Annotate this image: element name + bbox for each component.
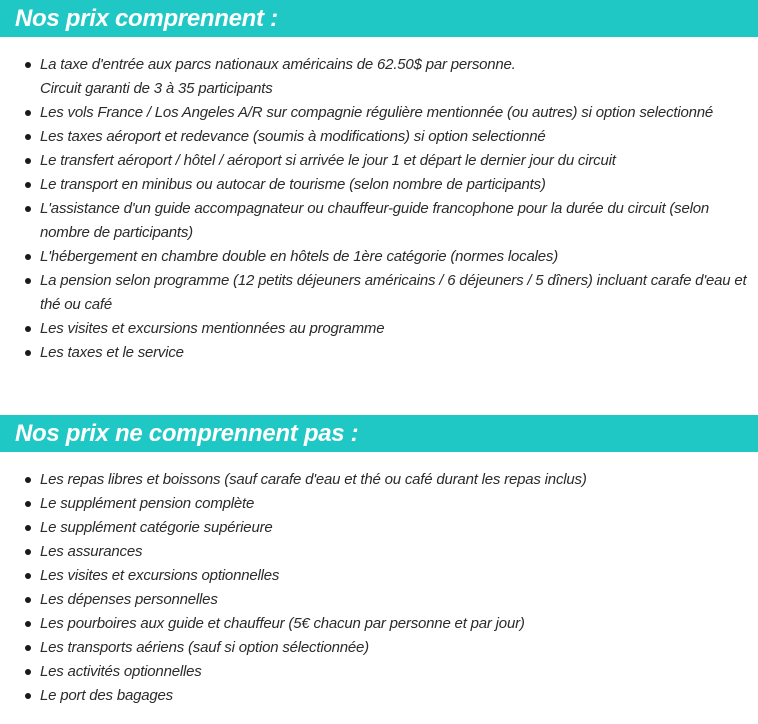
list-item-text: Les taxes et le service xyxy=(40,344,184,361)
list-item xyxy=(0,564,758,588)
list-item xyxy=(0,197,758,245)
excluded-section-title: Nos prix ne comprennent pas : xyxy=(0,415,758,452)
list-item-subline: Circuit garanti de 3 à 35 participants xyxy=(40,80,273,97)
list-item-text: Le transfert aéroport / hôtel / aéroport si arrivée le jour 1 et départ le dernier jour du circuit xyxy=(40,152,616,169)
excluded-list xyxy=(0,468,758,708)
list-item-text: Le supplément pension complète xyxy=(40,495,255,512)
bullet-icon xyxy=(25,597,31,603)
list-item-text: Les assurances xyxy=(40,543,143,560)
list-item xyxy=(0,173,758,197)
list-item-text: L'assistance d'un guide accompagnateur ou chauffeur-guide francophone pour la durée du circuit (selon nombre de participants) xyxy=(40,200,710,241)
bullet-icon xyxy=(25,525,31,531)
included-section-title: Nos prix comprennent : xyxy=(0,0,758,37)
bullet-icon xyxy=(25,549,31,555)
list-item-text: Les visites et excursions mentionnées au programme xyxy=(40,320,385,337)
list-item xyxy=(0,612,758,636)
bullet-icon xyxy=(25,134,31,140)
list-item xyxy=(0,341,758,365)
list-item-text: Les visites et excursions optionnelles xyxy=(40,567,280,584)
bullet-icon xyxy=(25,573,31,579)
list-item xyxy=(0,53,758,101)
bullet-icon xyxy=(25,182,31,188)
list-item xyxy=(0,125,758,149)
list-item xyxy=(0,492,758,516)
bullet-icon xyxy=(25,645,31,651)
list-item xyxy=(0,317,758,341)
list-item xyxy=(0,269,758,317)
list-item xyxy=(0,636,758,660)
list-item-text: Le port des bagages xyxy=(40,687,173,704)
list-item-text: Les activités optionnelles xyxy=(40,663,202,680)
list-item xyxy=(0,468,758,492)
list-item-text: Les dépenses personnelles xyxy=(40,591,218,608)
list-item xyxy=(0,516,758,540)
list-item xyxy=(0,684,758,708)
list-item-text: La pension selon programme (12 petits déjeuners américains / 6 déjeuners / 5 dîners) incluant carafe d'eau et thé ou café xyxy=(40,272,747,313)
bullet-icon xyxy=(25,477,31,483)
bullet-icon xyxy=(25,254,31,260)
list-item-text: L'hébergement en chambre double en hôtels de 1ère catégorie (normes locales) xyxy=(40,248,558,265)
list-item-text: Le supplément catégorie supérieure xyxy=(40,519,273,536)
list-item-text: La taxe d'entrée aux parcs nationaux américains de 62.50$ par personne. xyxy=(40,56,516,73)
list-item xyxy=(0,540,758,564)
bullet-icon xyxy=(25,326,31,332)
list-item xyxy=(0,245,758,269)
included-list xyxy=(0,53,758,365)
bullet-icon xyxy=(25,158,31,164)
list-item-text: Les transports aériens (sauf si option sélectionnée) xyxy=(40,639,369,656)
bullet-icon xyxy=(25,62,31,68)
bullet-icon xyxy=(25,278,31,284)
bullet-icon xyxy=(25,669,31,675)
list-item xyxy=(0,588,758,612)
bullet-icon xyxy=(25,350,31,356)
list-item-text: Les pourboires aux guide et chauffeur (5€ chacun par personne et par jour) xyxy=(40,615,525,632)
bullet-icon xyxy=(25,693,31,699)
list-item xyxy=(0,101,758,125)
list-item-text: Le transport en minibus ou autocar de tourisme (selon nombre de participants) xyxy=(40,176,546,193)
list-item-text: Les vols France / Los Angeles A/R sur compagnie régulière mentionnée (ou autres) si option selectionné xyxy=(40,104,714,121)
bullet-icon xyxy=(25,501,31,507)
list-item-text: Les taxes aéroport et redevance (soumis à modifications) si option selectionné xyxy=(40,128,546,145)
bullet-icon xyxy=(25,110,31,116)
list-item xyxy=(0,149,758,173)
bullet-icon xyxy=(25,621,31,627)
bullet-icon xyxy=(25,206,31,212)
list-item xyxy=(0,660,758,684)
list-item-text: Les repas libres et boissons (sauf carafe d'eau et thé ou café durant les repas inclus) xyxy=(40,471,587,488)
